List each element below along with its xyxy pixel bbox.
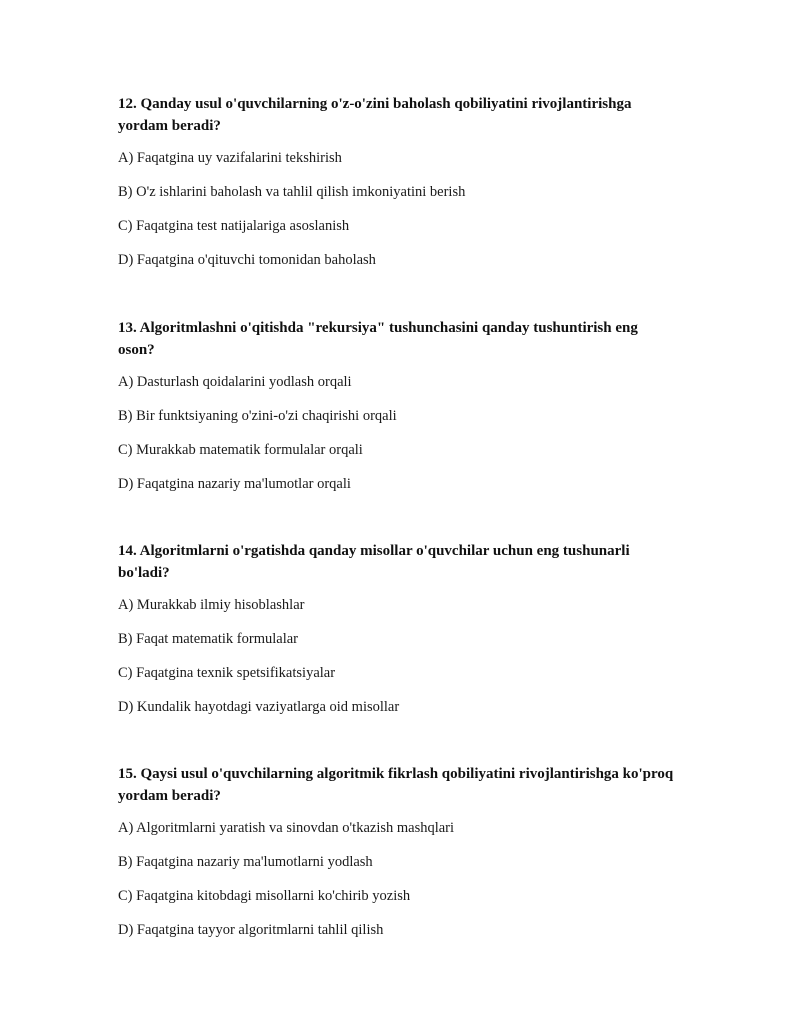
answer-options	[118, 149, 678, 269]
question-title: 14. Algoritmlarni o'rgatishda qanday misollar o'quvchilar uchun eng tushunarli bo'ladi?	[118, 543, 630, 581]
option-b: B) Faqat matematik formulalar	[118, 631, 298, 647]
question-14	[118, 540, 678, 716]
option-c: C) Faqatgina texnik spetsifikatsiyalar	[118, 665, 336, 681]
option-c: C) Faqatgina test natijalariga asoslanish	[118, 218, 350, 234]
option-d: D) Faqatgina o'qituvchi tomonidan baholash	[118, 252, 376, 268]
option-c: C) Faqatgina kitobdagi misollarni ko'chirib yozish	[118, 888, 411, 904]
question-title: 15. Qaysi usul o'quvchilarning algoritmik fikrlash qobiliyatini rivojlantirishga ko'proq yordam beradi?	[118, 766, 674, 804]
answer-options	[118, 373, 678, 493]
answer-options	[118, 819, 678, 939]
question-title: 12. Qanday usul o'quvchilarning o'z-o'zini baholash qobiliyatini rivojlantirishga yordam beradi?	[118, 96, 632, 134]
question-13	[118, 317, 678, 493]
option-d: D) Kundalik hayotdagi vaziyatlarga oid misollar	[118, 699, 400, 715]
question-15	[118, 763, 678, 939]
option-a: A) Dasturlash qoidalarini yodlash orqali	[118, 374, 352, 390]
option-a: A) Faqatgina uy vazifalarini tekshirish	[118, 150, 342, 166]
option-c: C) Murakkab matematik formulalar orqali	[118, 442, 363, 458]
option-d: D) Faqatgina nazariy ma'lumotlar orqali	[118, 476, 351, 492]
option-d: D) Faqatgina tayyor algoritmlarni tahlil qilish	[118, 922, 384, 938]
question-12	[118, 93, 678, 269]
answer-options	[118, 596, 678, 716]
question-title: 13. Algoritmlashni o'qitishda "rekursiya" tushunchasini qanday tushuntirish eng oson?	[118, 320, 638, 358]
option-a: A) Murakkab ilmiy hisoblashlar	[118, 597, 305, 613]
option-b: B) Faqatgina nazariy ma'lumotlarni yodlash	[118, 854, 373, 870]
option-b: B) O'z ishlarini baholash va tahlil qilish imkoniyatini berish	[118, 184, 466, 200]
option-b: B) Bir funktsiyaning o'zini-o'zi chaqirishi orqali	[118, 408, 397, 424]
option-a: A) Algoritmlarni yaratish va sinovdan o'tkazish mashqlari	[118, 820, 455, 836]
